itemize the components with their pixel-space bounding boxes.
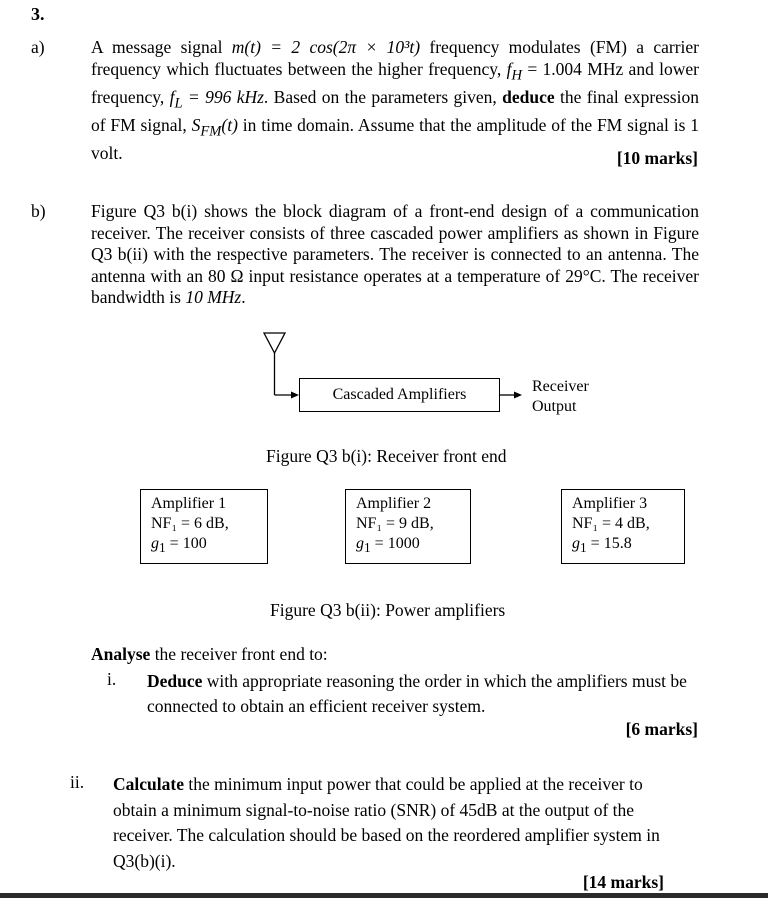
bandwidth-value: 10 MHz — [185, 287, 242, 307]
arrow-head — [514, 392, 522, 399]
page-bottom-border — [0, 893, 768, 898]
sub-i-label: i. — [107, 669, 117, 689]
sub-ii-text: Calculate the minimum input power that could be applied at the receiver to obtain a minimum signal-to-noise ratio (SNR) of 45dB at the output of the receiver. The calculation should be based on the reordered amplifier system in Q3(b)(i). — [113, 774, 660, 871]
part-b-label: b) — [31, 201, 46, 221]
sub-ii-label: ii. — [70, 772, 85, 792]
arrow-head — [291, 392, 299, 399]
sub-ii-marks: [14 marks] — [582, 872, 664, 892]
figure-2-caption: Figure Q3 b(ii): Power amplifiers — [270, 600, 506, 620]
amplifier-1-box: Amplifier 1 NF₁ = 6 dB, $g_1 = 100$ — [140, 489, 268, 564]
figure-1-caption: Figure Q3 b(i): Receiver front end — [266, 446, 507, 466]
cascaded-amplifiers-block: Cascaded Amplifiers — [299, 378, 500, 412]
amplifier-3-box: Amplifier 3 NF₁ = 4 dB, $g_1 = 15.8$ — [561, 489, 685, 564]
part-a-text: A message signal m(t) = 2 cos(2π × 10³t) frequency modulates (FM) a carrier frequency which fluctuates between the higher frequency, $f_H = 1.004$ MHz and lower frequency, $f_L = 996$ kHz. Based on the parameters given, deduce the final expression of FM signal, $S_{FM}(t)$ in time domain. Assume that the amplitude of the FM signal is 1 volt. — [91, 37, 699, 163]
message-signal-expr: m(t) = 2 cos(2π × 10³t) — [231, 37, 421, 57]
amplifier-2-box: Amplifier 2 NF₁ = 9 dB, $g_1 = 1000$ — [345, 489, 471, 564]
sub-i-marks: [6 marks] — [625, 719, 698, 739]
receiver-output-label: Receiver Output — [532, 378, 589, 415]
part-b-text: Figure Q3 b(i) shows the block diagram of a front-end design of a communication receiver. The receiver consists of three cascaded power amplifiers as shown in Figure Q3 b(ii) with the respective parameters. The receiver is connected to an antenna. The antenna with an 80 Ω input resistance operates at a temperature of 29°C. The receiver bandwidth is 10 MHz. — [91, 201, 699, 307]
part-a-label: a) — [31, 37, 45, 57]
sub-i-text: Deduce with appropriate reasoning the order in which the amplifiers must be connected to obtain an efficient receiver system. — [147, 671, 687, 716]
receiver-front-end-diagram — [0, 320, 768, 430]
antenna-icon — [264, 333, 285, 353]
part-a-marks: [10 marks] — [616, 148, 698, 168]
question-number: 3. — [31, 4, 45, 24]
analyse-instruction: Analyse the receiver front end to: — [91, 644, 328, 664]
